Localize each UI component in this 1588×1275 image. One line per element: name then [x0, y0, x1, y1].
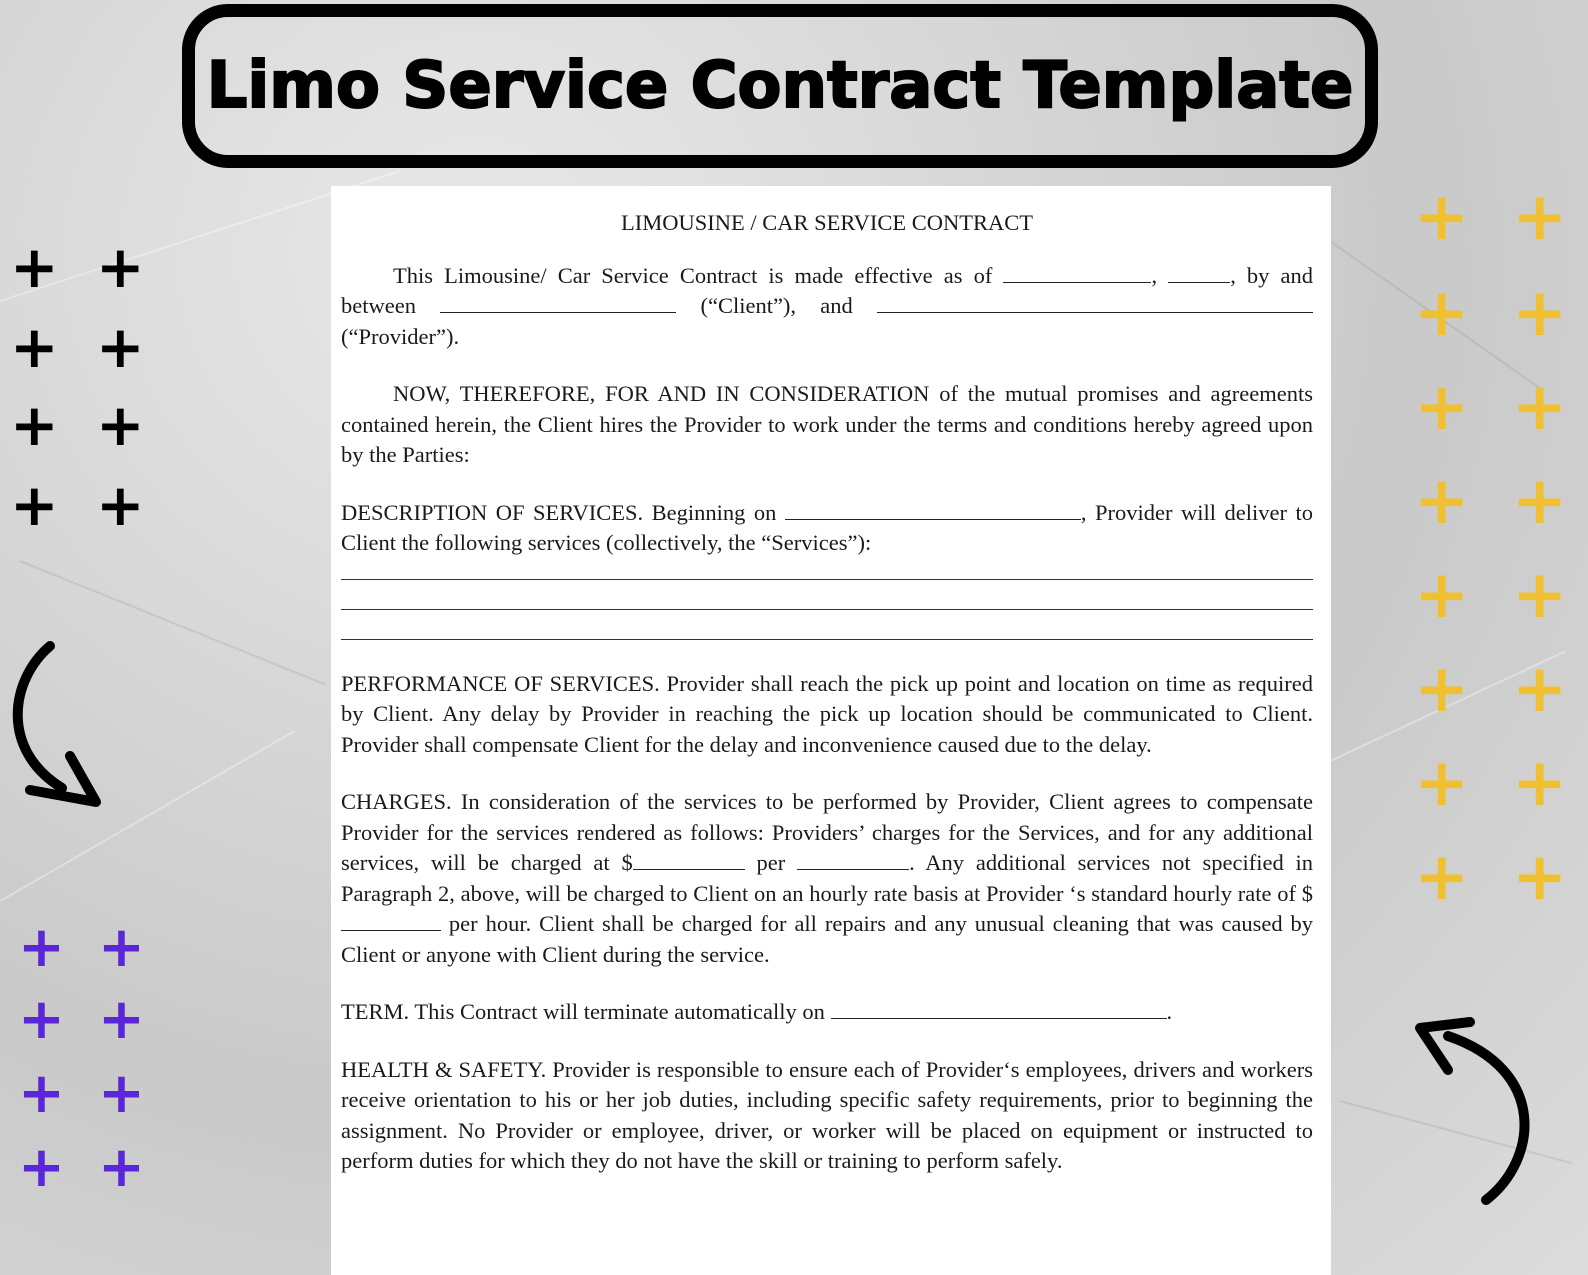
plus-icon: +	[1414, 744, 1470, 821]
term-text: .	[1166, 999, 1173, 1024]
termination-date-blank	[831, 998, 1167, 1019]
plus-icon: +	[1512, 368, 1568, 445]
plus-icon: +	[1414, 838, 1470, 915]
plus-icon: +	[1512, 838, 1568, 915]
intro-text: (“Client”), and	[700, 293, 853, 318]
plus-icon: +	[98, 987, 145, 1052]
plus-icon: +	[10, 233, 59, 301]
plus-icon: +	[1414, 462, 1470, 539]
plus-icon: +	[10, 313, 59, 381]
effective-year-blank	[1168, 262, 1230, 283]
charges-paragraph	[341, 787, 1313, 970]
start-date-blank	[785, 499, 1081, 520]
term-text: TERM. This Contract will terminate automatically on	[341, 999, 825, 1024]
plus-icon: +	[1512, 650, 1568, 727]
plus-icon: +	[96, 233, 145, 301]
services-line	[341, 609, 1313, 610]
plus-icon: +	[18, 915, 65, 980]
plus-icon: +	[96, 391, 145, 459]
description-text: DESCRIPTION OF SERVICES. Beginning on	[341, 499, 777, 525]
intro-text: (“Provider”).	[341, 323, 460, 349]
services-line	[341, 639, 1313, 640]
plus-icon: +	[1414, 368, 1470, 445]
document-heading: LIMOUSINE / CAR SERVICE CONTRACT	[621, 210, 1033, 235]
plus-icon: +	[18, 987, 65, 1052]
plus-icon: +	[1414, 178, 1470, 255]
services-lines	[341, 571, 1313, 640]
plus-icon: +	[98, 915, 145, 980]
plus-icon: +	[1414, 556, 1470, 633]
intro-paragraph	[341, 261, 1313, 353]
services-line	[341, 579, 1313, 580]
curved-arrow-down-right-icon	[0, 640, 110, 820]
term-paragraph	[341, 997, 1313, 1028]
plus-icon: +	[1414, 274, 1470, 351]
plus-icon: +	[10, 391, 59, 459]
provider-name-blank	[877, 292, 1313, 313]
curved-arrow-up-left-icon	[1408, 1010, 1548, 1210]
banner-title: Limo Service Contract Template	[206, 49, 1354, 123]
plus-icon: +	[1512, 274, 1568, 351]
intro-text: , by and between	[341, 262, 1314, 318]
hourly-rate-blank	[341, 910, 441, 931]
consideration-paragraph: NOW, THEREFORE, FOR AND IN CONSIDERATION of the mutual promises and agreements contained herein, the Client hires the Provider to work under the terms and conditions hereby agreed upon by the Parties:	[341, 381, 1313, 467]
effective-date-blank	[1003, 262, 1151, 283]
charges-text: CHARGES. In consideration of the services to be performed by Provider, Client agrees to compensate Provider for the services rendered as follows: Providers’ charges for the Services, and for any additional services, will be charged at $	[341, 789, 1313, 875]
plus-icon: +	[1512, 556, 1568, 633]
charges-text: . Any additional services not specified in Paragraph 2, above, will be charged to Client on an hourly rate basis at Provider ‘s standard hourly rate of $	[341, 850, 1314, 906]
client-name-blank	[440, 292, 676, 313]
plus-icon: +	[18, 1135, 65, 1200]
plus-icon: +	[1414, 650, 1470, 727]
plus-icon: +	[1512, 462, 1568, 539]
contract-page	[331, 186, 1331, 1275]
rate-unit-blank	[797, 849, 909, 870]
plus-icon: +	[98, 1061, 145, 1126]
charges-text: per hour. Client shall be charged for all repairs and any unusual cleaning that was caused by Client or anyone with Client during the service.	[341, 911, 1314, 967]
plus-icon: +	[18, 1061, 65, 1126]
description-text: , Provider will deliver to Client the following services (collectively, the “Services”):	[341, 499, 1314, 555]
intro-separator: ,	[1151, 262, 1158, 288]
performance-paragraph: PERFORMANCE OF SERVICES. Provider shall reach the pick up point and location on time as required by Client. Any delay by Provider in reaching the pick up location should be communicated to Client. Provider shall compensate Client for the delay and inconvenience caused due to the delay.	[341, 670, 1313, 757]
plus-icon: +	[98, 1135, 145, 1200]
plus-icon: +	[96, 313, 145, 381]
health-safety-paragraph: HEALTH & SAFETY. Provider is responsible to ensure each of Provider‘s employees, drivers and workers receive orientation to his or her job duties, including specific safety requirements, prior to beginning the assignment. No Provider or employee, driver, or worker will be placed on equipment or instructed to perform duties for which they do not have the skill or training to perform safely.	[341, 1056, 1313, 1173]
rate-amount-blank	[633, 849, 745, 870]
plus-icon: +	[96, 471, 145, 539]
title-banner	[182, 4, 1378, 168]
charges-text: per	[756, 850, 786, 875]
plus-icon: +	[1512, 178, 1568, 255]
intro-text: This Limousine/ Car Service Contract is made effective as of	[393, 262, 993, 288]
plus-icon: +	[10, 471, 59, 539]
plus-icon: +	[1512, 744, 1568, 821]
description-paragraph	[341, 498, 1313, 559]
